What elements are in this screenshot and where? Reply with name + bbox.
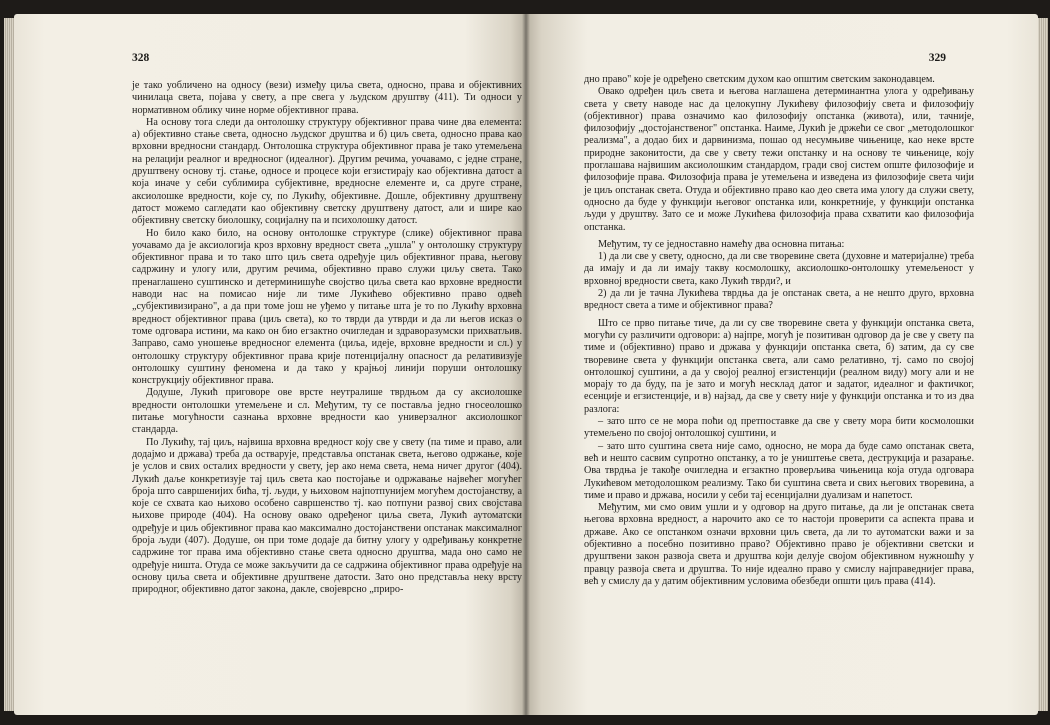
paragraph: На основу тога следи да онтолошку структуру објективног права чине два елемента: а) објективно стање света, односно људског друштва и б) циљ света, односно права као врховни вредносни стандард. Онтолошка структура објективног права је тако утемељена на релацији реалног и вредносног (идеалног). Другим речима, уочавамо, с једне стране, друштвену основу тј. стање, односе и процесе који егзистирају као објективна датост а која иначе у себи сублимира субјективне, вредносне елементе и, са друге стране, аксиолошке вредности, које су, по Лукићу, објективне. Дошле, објективну друштвену датост можемо сагледати као објективну светску друштвену датост, али и шире као објективну светску биолошку, социјалну па и психолошку датост. [132, 116, 522, 227]
paragraph: Међутим, ту се једноставно намећу два основна питања: [598, 238, 845, 250]
paragraph: 1) да ли све у свету, односно, да ли све творевине света (духовне и материјалне) треба да имају и да ли имају такву космолошку, аксиолошко-онтолошку утемељеност у врховној вредности света, како Лукић тврди?, и [584, 251, 974, 287]
right-page [526, 14, 1038, 715]
paragraph: По Лукићу, тај циљ, највиша врховна вредност коју све у свету (па тиме и право, али додајмо и држава) треба да остварује, представља опстанак света, његово одржање, које је услов и свих осталих вредности у свету, јер ако нема света, нема ничег другог (404). Лукић даље конкретизује тај циљ света као постојање и одржавање највећег могућег броја што савршенијих бића, тј. људи, у њиховом најпотпунијем могућем достојанству, а које се схвата као њихово особено савршенство тј. као потпуни развој свих својстава њихове природе (404). На основу овако одређеног циља света, Лукић аутоматски одређује и циљ објективног права као максимално достојанствени опстанак максималног броја људи (407). Додуше, он при томе додаје да битну улогу у одређивању конкретне садржине тог права има објективно стање света односно друштва, мада оно само не одређује ништа. Отуда се може закључити да се садржина објективног права одређује на основу циља света и објективне друштвене датости. Зато оно представља неку врсту природног, објективно датог закона, дакле, својеврсно „приро- [132, 436, 522, 596]
paragraph: Додуше, Лукић приговоре ове врсте неутралише тврдњом да су аксиолошке вредности онтолошки утемељене и сл. Међутим, ту се поставља једно гносеолошко питање могућности сазнања врховне вредности као универзалног аксиолошког стандарда. [132, 387, 522, 436]
right-page-number: 329 [928, 52, 946, 64]
book-gutter [522, 14, 530, 715]
left-page-text [132, 80, 522, 596]
paragraph: је тако уобличено на односу (вези) између циља света, односно, права и објективних чинилаца света, појава у свету, а пре свега у људском друштву (411). Ти односи у нормативном облику чине норме објективног права. [132, 80, 522, 116]
right-page-edges [1038, 18, 1048, 711]
paragraph: Међутим, ми смо овим ушли и у одговор на друго питање, да ли је опстанак света његова врховна вредност, а нарочито ако се то настоји проверити са аспекта права и државе. Ако се опстанком означи врховни циљ света, да ли то аутоматски важи и за објективно а посебно позитивно право? Објективно право је објективни светски и друштвени закон развоја света и друштва који делује својом објективном нужношћу у правцу развоја света и друштва. То није идеално право у смислу најправеднијег права, већ у смислу да у датим објективним условима обезбеди општи циљ права (414). [584, 502, 974, 587]
left-page-number: 328 [132, 52, 150, 64]
left-page-edges [4, 18, 14, 711]
paragraph: Што се прво питање тиче, да ли су све творевине света у функцији опстанка света, могући су различити одговори: а) најпре, могућ је позитиван одговор да је све у свету па тиме и (објективно) право и држава у функцији опстанка света, б) затим, да су све творевине света у функцији опстанка света, али само релативно, тј. само по својој онтолошкој суштини, а да у својој реалној егзистенцији (реалном виду) могу али и не морају то да буду, па је зато и могућ несклад датог и задатог, идеалног и фактичког, есенције и егзистенције, и в) најзад, да све у свету није у функцији опстанка и то из два разлога: [584, 317, 974, 415]
paragraph: 2) да ли је тачна Лукићева тврдња да је опстанак света, а не нешто друго, врховна вредност света а тиме и објективног права? [584, 288, 974, 312]
paragraph: дно право" које је одређено светским духом као општим светским законодавцем. [584, 74, 935, 85]
right-page-text [584, 74, 974, 588]
paragraph: – зато што суштина света није само, односно, не мора да буде само опстанак света, већ и нешто сасвим супротно опстанку, а то је уништење света, деструкција и разарање. Ова тврдња је такође очигледна и егзактно проверљива чињеница која отуда одговара Лукићевом методолошком реализму. Тако би суштина света и свих његових творевина, а тиме и право и држава, носили у себи тај есенцијални дуализам и напетост. [584, 440, 974, 501]
left-page [14, 14, 526, 715]
paragraph: Но било како било, на основу онтолошке структуре (слике) објективног права уочавамо да је аксиологија кроз врховну вредност света „ушла" у онтолошку структуру објективног права и то тако што циљ света одређује циљ објективног права, његову садржину и улогу или, другим речима, објективно право служи циљу света. Тако пренаглашено суштинско и детерминишуће својство циља света као врховне вредности наводи нас на помисао није ли тиме Лукићево објективно право одвећ „субјективизирано", а да при томе још не уђемо у питање шта је то по Лукићу врховна вредност објективног права (циљ света), ко то тврди да утврди и да ли његов исказ о томе одговара истини, ма како он био егзактно очигледан и здраворазумски прихватљив. Заправо, само уношење вредносног елемента (циља, идеје, врховне вредности и сл.) у онтолошку структуру објективног права крије потенцијалну опасност да релативизује онтолошку суштину феномена и да тако у крајњој линији поруши онтолошку конструкцију објективног права. [132, 227, 522, 387]
paragraph: Овако одређен циљ света и његова наглашена детерминантна улога у одређивању света у свету наводе нас да целокупну Лукићеву филозофију света и филозофију (објективног) права означимо као филозофију опстанка (живота), или, тачније, филозофију „достојанственог" опстанка. Наиме, Лукић је држећи се свог „методолошког реализма", а додао бих и дарвинизма, пошао од несумњиве чињенице, као некe врсте природне законитости, да све у свету тежи опстанку и на основу те чињенице, коју проглашава највишим аксиолошким стандардом, гради свој систем опште филозофије и филозофије права. Филозофија права је утемељена и изведена из филозофије света чији је циљ опстанак света. Отуда и објективно право као део света има улогу да служи свету, односно да буде у функцији његовог опстанка или, конкретније, у функцији опстанка људи у друштву. Зато се и може Лукићева филозофија права схватити као филозофија опстанка. [584, 86, 974, 233]
paragraph: – зато што се не мора поћи од претпоставке да све у свету мора бити космолошки утемељено по својој онтолошкој суштини, и [584, 416, 974, 440]
